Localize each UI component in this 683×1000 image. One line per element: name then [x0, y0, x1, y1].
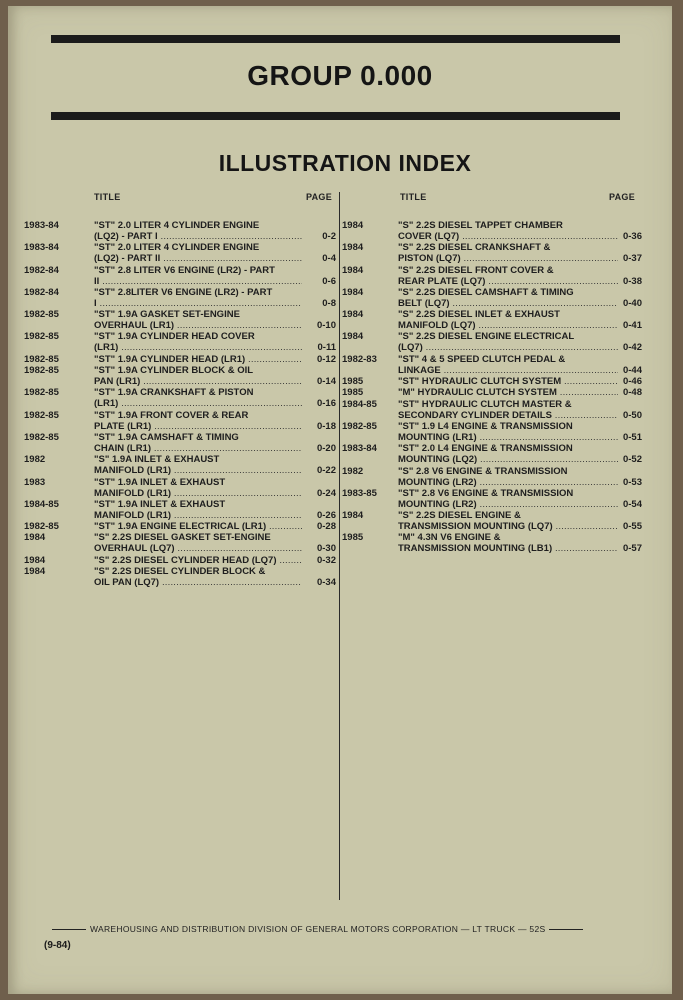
index-entry: [24, 410, 336, 432]
index-entry: [24, 354, 336, 365]
entry-title-line: (LQ2) - PART I .....: [94, 231, 302, 242]
entry-title: [94, 387, 302, 409]
entry-year: 1982-85: [24, 521, 59, 533]
entry-title-line: "ST" 1.9A CRANKSHAFT & PISTON: [94, 387, 254, 399]
entry-page-number: 0-16: [316, 398, 336, 410]
index-entry: [24, 499, 336, 521]
entry-title-line: "ST" 1.9A CAMSHAFT & TIMING: [94, 431, 239, 443]
entry-title-line: MOUNTING (LR2) .....: [398, 477, 618, 488]
index-entry: [342, 287, 642, 309]
entry-title-line: TRANSMISSION MOUNTING (LB1) .....: [398, 543, 618, 554]
entry-title-line: MOUNTING (LQ2) .....: [398, 454, 618, 465]
index-entry: [342, 331, 642, 353]
entry-page-number: 0-32: [316, 554, 336, 566]
entry-title: [94, 242, 302, 264]
index-entry: [24, 309, 336, 331]
index-entry: [24, 532, 336, 554]
entry-title-line: MOUNTING (LR2) .....: [398, 499, 618, 510]
entry-title-line: "ST" 1.9A CYLINDER HEAD COVER: [94, 331, 255, 343]
entry-title-line: "ST" HYDRAULIC CLUTCH SYSTEM .....: [398, 376, 618, 387]
entry-title-line: "ST" HYDRAULIC CLUTCH MASTER &: [398, 398, 572, 410]
entry-year: 1982-85: [24, 409, 59, 421]
entry-title-line: TRANSMISSION MOUNTING (LQ7) .....: [398, 521, 618, 532]
group-title: GROUP 0.000: [247, 60, 433, 91]
entry-page-number: 0-48: [622, 387, 642, 399]
entry-year: 1985: [342, 387, 364, 399]
entry-title-line: MOUNTING (LR1) .....: [398, 432, 618, 443]
entry-title-line: COVER (LQ7) .....: [398, 231, 618, 242]
entry-page-number: 0-18: [316, 420, 336, 432]
entry-year: 1982: [342, 465, 364, 477]
entry-title: [94, 432, 302, 454]
entry-title-line: LINKAGE .....: [398, 365, 618, 376]
entry-title: [398, 421, 618, 443]
index-title: ILLUSTRATION INDEX: [218, 150, 472, 176]
index-entry: [24, 555, 336, 566]
index-entry: [24, 432, 336, 454]
entry-title-line: "ST" 2.0 LITER 4 CYLINDER ENGINE: [94, 220, 260, 231]
entry-year: 1982-85: [24, 331, 59, 343]
entry-page-number: 0-44: [622, 364, 642, 376]
top-rule: [51, 35, 620, 43]
entry-page-number: 0-4: [322, 253, 336, 265]
index-entry: [342, 532, 642, 554]
entry-year: 1984: [24, 554, 46, 566]
entry-page-number: 0-26: [316, 509, 336, 521]
entry-title-line: "S" 2.2S DIESEL CRANKSHAFT &: [398, 242, 551, 254]
entry-title-line: "ST" 2.8 LITER V6 ENGINE (LR2) - PART: [94, 264, 275, 276]
entry-title: [398, 510, 618, 532]
index-entry: [342, 309, 642, 331]
entry-year: 1984: [342, 309, 364, 321]
entry-title-line: "S" 2.2S DIESEL INLET & EXHAUST: [398, 309, 560, 321]
entry-year: 1982-84: [24, 264, 59, 276]
entry-title-line: "ST" 1.9A CYLINDER HEAD (LR1) .....: [94, 354, 302, 365]
entry-title-line: "ST" 2.8LITER V6 ENGINE (LR2) - PART: [94, 286, 273, 298]
entry-title: [94, 265, 302, 287]
entry-title: [94, 555, 302, 566]
entry-year: 1984: [342, 510, 364, 522]
entry-page-number: 0-14: [316, 376, 336, 388]
entry-page-number: 0-2: [322, 231, 336, 242]
entry-title-line: "ST" 2.0 LITER 4 CYLINDER ENGINE: [94, 242, 260, 254]
entry-page-number: 0-34: [316, 577, 336, 589]
entry-title-line: (LR1) .....: [94, 342, 302, 353]
entry-title-line: "S" 1.9A INLET & EXHAUST: [94, 454, 220, 466]
entry-title-line: "M" 4.3N V6 ENGINE &: [398, 532, 501, 544]
entry-year: 1983-84: [24, 242, 59, 254]
entry-title: [94, 410, 302, 432]
entry-year: 1984: [24, 532, 46, 544]
index-entry: [342, 399, 642, 421]
index-entry: [24, 454, 336, 476]
index-entry: [24, 521, 336, 532]
index-entry: [24, 242, 336, 264]
index-entry: [24, 220, 336, 242]
entry-year: 1982-85: [24, 365, 59, 377]
entry-page-number: 0-53: [622, 476, 642, 488]
entry-title-line: SECONDARY CYLINDER DETAILS .....: [398, 410, 618, 421]
entry-year: 1982-83: [342, 353, 377, 365]
entry-year: 1982-85: [24, 353, 59, 365]
entry-title: [398, 387, 618, 398]
right-index-column: [342, 220, 642, 554]
entry-year: 1985: [342, 376, 364, 388]
entry-title-line: "ST" 1.9A INLET & EXHAUST: [94, 498, 226, 510]
left-index-column: [24, 220, 336, 588]
entry-page-number: 0-55: [622, 521, 642, 533]
entry-title-line: II .....: [94, 276, 302, 287]
entry-title-line: OVERHAUL (LQ7) .....: [94, 543, 302, 554]
entry-title: [398, 376, 618, 387]
index-entry: [342, 488, 642, 510]
entry-title-line: "M" HYDRAULIC CLUTCH SYSTEM .....: [398, 387, 618, 398]
entry-year: 1982: [24, 454, 46, 466]
index-entry: [342, 421, 642, 443]
entry-title: [398, 331, 618, 353]
entry-year: 1982-84: [24, 286, 59, 298]
entry-title-line: OIL PAN (LQ7) .....: [94, 577, 302, 588]
footer-text: WAREHOUSING AND DISTRIBUTION DIVISION OF GENERAL MOTORS CORPORATION — LT TRUCK — 52S: [90, 924, 546, 934]
entry-page-number: 0-54: [622, 498, 642, 510]
entry-year: 1985: [342, 532, 364, 544]
entry-title-line: "S" 2.8 V6 ENGINE & TRANSMISSION: [398, 465, 568, 477]
entry-page-number: 0-52: [622, 454, 642, 466]
entry-year: 1982-85: [24, 309, 59, 321]
bottom-rule: [51, 112, 620, 120]
entry-title: [398, 466, 618, 488]
entry-page-number: 0-51: [622, 431, 642, 443]
entry-title-line: "S" 2.2S DIESEL CYLINDER BLOCK &: [94, 566, 266, 578]
entry-title-line: "ST" 1.9A FRONT COVER & REAR: [94, 409, 249, 421]
entry-page-number: 0-50: [622, 409, 642, 421]
entry-title: [398, 443, 618, 465]
index-entry: [24, 387, 336, 409]
entry-title: [398, 242, 618, 264]
index-entry: [342, 466, 642, 488]
entry-title: [94, 532, 302, 554]
entry-title-line: "S" 2.2S DIESEL FRONT COVER &: [398, 264, 554, 276]
document-page: [8, 6, 672, 994]
index-entry: [24, 477, 336, 499]
entry-year: 1984: [342, 331, 364, 343]
entry-title: [398, 354, 618, 376]
entry-year: 1983-84: [24, 220, 59, 231]
entry-year: 1984: [342, 264, 364, 276]
entry-title: [398, 265, 618, 287]
entry-title: [94, 499, 302, 521]
index-entry: [342, 387, 642, 398]
right-title-header: TITLE: [400, 192, 427, 202]
entry-page-number: 0-42: [622, 342, 642, 354]
entry-page-number: 0-11: [317, 342, 336, 354]
entry-year: 1984: [342, 220, 364, 231]
entry-year: 1984: [24, 566, 46, 578]
entry-title-line: MANIFOLD (LR1) .....: [94, 510, 302, 521]
index-entry: [342, 220, 642, 242]
entry-page-number: 0-24: [316, 487, 336, 499]
entry-title-line: (LQ2) - PART II .....: [94, 253, 302, 264]
index-entry: [24, 331, 336, 353]
entry-page-number: 0-37: [622, 253, 642, 265]
index-entry: [342, 242, 642, 264]
entry-page-number: 0-10: [316, 320, 336, 332]
index-entry: [24, 265, 336, 287]
entry-year: 1983-84: [342, 443, 377, 455]
entry-title-line: "S" 2.2S DIESEL ENGINE &: [398, 510, 521, 522]
entry-year: 1982-85: [24, 387, 59, 399]
entry-title-line: (LQ7) .....: [398, 342, 618, 353]
entry-year: 1984: [342, 242, 364, 254]
footer-rule-left: [52, 929, 86, 930]
entry-title-line: MANIFOLD (LR1) .....: [94, 465, 302, 476]
index-entry: [24, 365, 336, 387]
entry-title: [398, 287, 618, 309]
column-divider: [339, 192, 340, 900]
entry-title-line: MANIFOLD (LR1) .....: [94, 488, 302, 499]
entry-year: 1982-85: [24, 431, 59, 443]
index-entry: [342, 443, 642, 465]
left-title-header: TITLE: [94, 192, 121, 202]
footer-rule-right: [549, 929, 583, 930]
entry-page-number: 0-38: [622, 275, 642, 287]
entry-page-number: 0-12: [316, 353, 336, 365]
entry-title: [94, 331, 302, 353]
entry-title-line: PLATE (LR1) .....: [94, 421, 302, 432]
entry-title: [94, 287, 302, 309]
entry-page-number: 0-28: [316, 521, 336, 533]
entry-title-line: "S" 2.2S DIESEL CAMSHAFT & TIMING: [398, 286, 574, 298]
entry-title: [94, 220, 302, 242]
index-entry: [342, 354, 642, 376]
entry-title-line: "ST" 4 & 5 SPEED CLUTCH PEDAL &: [398, 353, 566, 365]
left-page-header: PAGE: [306, 192, 333, 202]
entry-year: 1983-85: [342, 487, 377, 499]
entry-title-line: PISTON (LQ7) .....: [398, 253, 618, 264]
entry-title-line: I .....: [94, 298, 302, 309]
index-entry: [342, 376, 642, 387]
entry-title: [94, 454, 302, 476]
entry-page-number: 0-40: [622, 297, 642, 309]
entry-title-line: "ST" 2.8 V6 ENGINE & TRANSMISSION: [398, 487, 574, 499]
entry-page-number: 0-22: [316, 465, 336, 477]
entry-title: [398, 399, 618, 421]
entry-title-line: CHAIN (LR1) .....: [94, 443, 302, 454]
entry-title-line: "ST" 1.9A CYLINDER BLOCK & OIL: [94, 365, 254, 377]
index-entry: [342, 265, 642, 287]
entry-year: 1982-85: [342, 420, 377, 432]
index-entry: [342, 510, 642, 532]
entry-title-line: "S" 2.2S DIESEL ENGINE ELECTRICAL: [398, 331, 575, 343]
entry-year: 1983: [24, 476, 46, 488]
entry-page-number: 0-30: [316, 543, 336, 555]
index-entry: [24, 287, 336, 309]
entry-title-line: "ST" 1.9A INLET & EXHAUST: [94, 476, 226, 488]
entry-title-line: PAN (LR1) .....: [94, 376, 302, 387]
entry-page-number: 0-6: [322, 275, 336, 287]
entry-title-line: "ST" 2.0 L4 ENGINE & TRANSMISSION: [398, 443, 573, 455]
entry-title-line: (LR1) .....: [94, 398, 302, 409]
entry-title-line: "ST" 1.9A GASKET SET-ENGINE: [94, 309, 240, 321]
entry-title: [94, 309, 302, 331]
entry-title-line: "ST" 1.9 L4 ENGINE & TRANSMISSION: [398, 420, 573, 432]
entry-title: [94, 354, 302, 365]
entry-title: [94, 365, 302, 387]
entry-page-number: 0-57: [622, 543, 642, 555]
entry-title-line: OVERHAUL (LR1) .....: [94, 320, 302, 331]
entry-page-number: 0-46: [622, 376, 642, 388]
index-entry: [24, 566, 336, 588]
entry-title-line: MANIFOLD (LQ7) .....: [398, 320, 618, 331]
entry-title: [398, 309, 618, 331]
entry-page-number: 0-41: [622, 320, 642, 332]
entry-title: [94, 477, 302, 499]
entry-title: [398, 220, 618, 242]
entry-page-number: 0-8: [322, 297, 336, 309]
date-code: (9-84): [44, 940, 71, 951]
entry-title-line: "S" 2.2S DIESEL TAPPET CHAMBER: [398, 220, 563, 231]
right-page-header: PAGE: [609, 192, 636, 202]
entry-title: [398, 488, 618, 510]
entry-title: [94, 521, 302, 532]
entry-year: 1984: [342, 286, 364, 298]
entry-year: 1984-85: [342, 398, 377, 410]
entry-title-line: "S" 2.2S DIESEL GASKET SET-ENGINE: [94, 532, 271, 544]
entry-year: 1984-85: [24, 498, 59, 510]
entry-title-line: BELT (LQ7) .....: [398, 298, 618, 309]
entry-title-line: "S" 2.2S DIESEL CYLINDER HEAD (LQ7) .....: [94, 555, 302, 566]
entry-title-line: "ST" 1.9A ENGINE ELECTRICAL (LR1) .....: [94, 521, 302, 532]
entry-page-number: 0-36: [622, 231, 642, 242]
footer: [48, 924, 632, 934]
entry-title: [398, 532, 618, 554]
entry-page-number: 0-20: [316, 442, 336, 454]
entry-title-line: REAR PLATE (LQ7) .....: [398, 276, 618, 287]
entry-title: [94, 566, 302, 588]
